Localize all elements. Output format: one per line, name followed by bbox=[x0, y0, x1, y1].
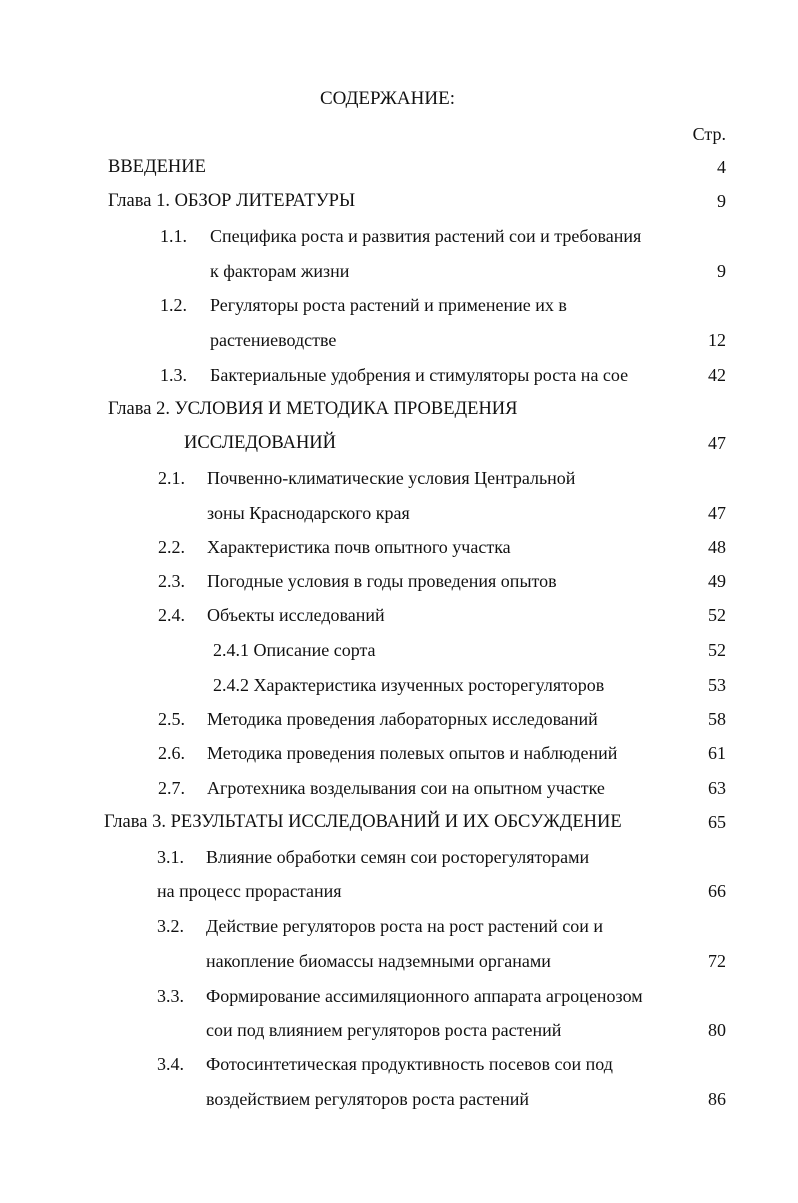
toc-entry-3-1[interactable]: Влияние обработки семян сои росторегуляторами bbox=[206, 847, 590, 867]
toc-entry-2-5[interactable]: Методика проведения лабораторных исследований bbox=[207, 709, 598, 729]
page-column-header: Стр. bbox=[692, 124, 726, 144]
toc-entry-3-3[interactable]: Формирование ассимиляционного аппарата агроценозом bbox=[206, 986, 643, 1006]
page-number: 86 bbox=[708, 1089, 726, 1109]
toc-entry-2-1-cont[interactable]: зоны Краснодарского края bbox=[207, 503, 410, 523]
page-number: 4 bbox=[717, 157, 726, 177]
toc-entry-1-3[interactable]: Бактериальные удобрения и стимуляторы роста на сое bbox=[210, 365, 629, 385]
toc-title: СОДЕРЖАНИЕ: bbox=[320, 88, 455, 109]
section-number: 3.4. bbox=[157, 1054, 184, 1074]
toc-entry-2-4-1[interactable]: 2.4.1 Описание сорта bbox=[213, 640, 376, 660]
section-number: 2.4. bbox=[158, 605, 185, 625]
section-number: 2.2. bbox=[158, 537, 185, 557]
toc-entry-3-2[interactable]: Действие регуляторов роста на рост растений сои и bbox=[206, 916, 603, 936]
section-number: 3.2. bbox=[157, 916, 184, 936]
toc-entry-2-4[interactable]: Объекты исследований bbox=[207, 605, 385, 625]
page-number: 47 bbox=[708, 433, 726, 453]
section-number: 2.7. bbox=[158, 778, 185, 798]
page-number: 53 bbox=[708, 675, 726, 695]
section-number: 3.1. bbox=[157, 847, 184, 867]
toc-entry-3-2-cont[interactable]: накопление биомассы надземными органами bbox=[206, 951, 551, 971]
section-number: 2.5. bbox=[158, 709, 185, 729]
toc-entry-3-3-cont[interactable]: сои под влиянием регуляторов роста растений bbox=[206, 1020, 562, 1040]
toc-entry-3-4-cont[interactable]: воздействием регуляторов роста растений bbox=[206, 1089, 530, 1109]
section-number: 2.1. bbox=[158, 468, 185, 488]
page-number: 65 bbox=[708, 812, 726, 832]
section-number: 3.3. bbox=[157, 986, 184, 1006]
toc-entry-1-1-cont[interactable]: к факторам жизни bbox=[210, 261, 350, 281]
page-number: 66 bbox=[708, 881, 726, 901]
toc-entry-chapter-3[interactable]: Глава 3. РЕЗУЛЬТАТЫ ИССЛЕДОВАНИЙ И ИХ ОБСУЖДЕНИЕ bbox=[104, 812, 622, 832]
page-number: 52 bbox=[708, 640, 726, 660]
page-number: 9 bbox=[717, 191, 726, 211]
toc-entry-1-2[interactable]: Регуляторы роста растений и применение их в bbox=[210, 295, 567, 315]
toc-entry-2-1[interactable]: Почвенно-климатические условия Центральной bbox=[207, 468, 576, 488]
toc-entry-chapter-2[interactable]: Глава 2. УСЛОВИЯ И МЕТОДИКА ПРОВЕДЕНИЯ bbox=[108, 399, 518, 419]
toc-entry-2-3[interactable]: Погодные условия в годы проведения опытов bbox=[207, 571, 557, 591]
toc-entry-2-7[interactable]: Агротехника возделывания сои на опытном участке bbox=[207, 778, 605, 798]
section-number: 2.6. bbox=[158, 743, 185, 763]
toc-entry-3-1-cont[interactable]: на процесс прорастания bbox=[157, 881, 342, 901]
page-number: 80 bbox=[708, 1020, 726, 1040]
page-number: 63 bbox=[708, 778, 726, 798]
page-number: 61 bbox=[708, 743, 726, 763]
page-number: 9 bbox=[717, 261, 726, 281]
section-number: 2.3. bbox=[158, 571, 185, 591]
page-number: 52 bbox=[708, 605, 726, 625]
page-number: 72 bbox=[708, 951, 726, 971]
page-number: 42 bbox=[708, 365, 726, 385]
toc-entry-2-4-2[interactable]: 2.4.2 Характеристика изученных росторегуляторов bbox=[213, 675, 605, 695]
page-number: 49 bbox=[708, 571, 726, 591]
toc-entry-1-1[interactable]: Специфика роста и развития растений сои и требования bbox=[210, 226, 642, 246]
section-number: 1.1. bbox=[160, 226, 187, 246]
toc-entry-3-4[interactable]: Фотосинтетическая продуктивность посевов сои под bbox=[206, 1054, 613, 1074]
toc-entry-2-6[interactable]: Методика проведения полевых опытов и наблюдений bbox=[207, 743, 618, 763]
page-number: 12 bbox=[708, 330, 726, 350]
toc-entry-intro[interactable]: ВВЕДЕНИЕ bbox=[108, 157, 206, 177]
page-number: 58 bbox=[708, 709, 726, 729]
toc-entry-2-2[interactable]: Характеристика почв опытного участка bbox=[207, 537, 511, 557]
page-number: 47 bbox=[708, 503, 726, 523]
toc-entry-chapter-2-cont[interactable]: ИССЛЕДОВАНИЙ bbox=[184, 433, 337, 453]
page-number: 48 bbox=[708, 537, 726, 557]
toc-entry-1-2-cont[interactable]: растениеводстве bbox=[210, 330, 337, 350]
toc-entry-chapter-1[interactable]: Глава 1. ОБЗОР ЛИТЕРАТУРЫ bbox=[108, 191, 356, 211]
section-number: 1.3. bbox=[160, 365, 187, 385]
section-number: 1.2. bbox=[160, 295, 187, 315]
